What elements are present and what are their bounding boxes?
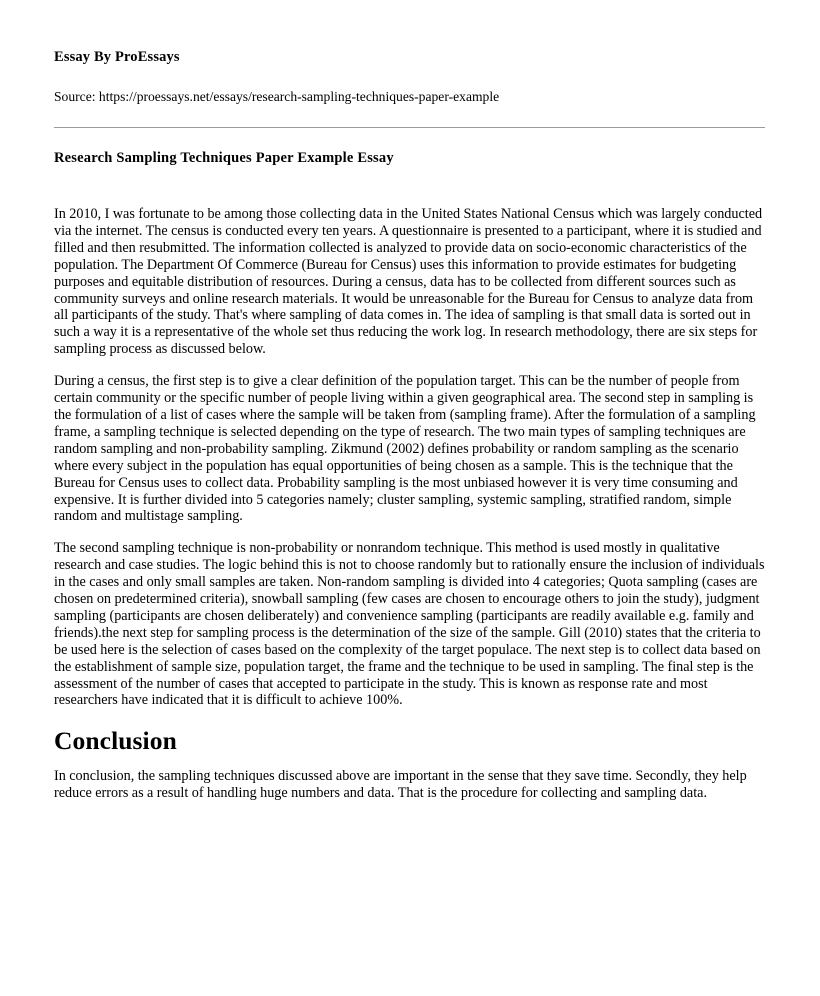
conclusion-paragraph-1: In conclusion, the sampling techniques discussed above are important in the sense that they save time. Secondly, they help reduce errors as a result of handling huge numbers and data. That is the procedure for collecting and sampling data. — [54, 768, 747, 802]
source-url-line[interactable]: Source: https://proessays.net/essays/research-sampling-techniques-paper-example — [54, 89, 500, 104]
body-paragraph-3: The second sampling technique is non-probability or nonrandom technique. This method is used mostly in qualitative research and case studies. The logic behind this is not to choose randomly but to rationally ensure the inclusion of individuals in the cases and only small samples are taken. Non-random sampling is divided into 4 categories; Quota sampling (cases are chosen on predetermined criteria), snowball sampling (few cases are chosen to encourage others to join the study), judgment sampling (participants are chosen deliberately) and convenience sampling (participants are readily available e.g. family and friends).the next step for sampling process is the determination of the size of the sample. Gill (2010) states that the criteria to be used here is the selection of cases based on the complexity of the target populace. The next step is to collect data based on the establishment of sample size, population target, the frame and the technique to be used in sampling. The final step is the assessment of the number of cases that accepted to participate in the study. This is known as response rate and most researchers have indicated that it is difficult to achieve 100%. — [54, 540, 765, 709]
body-paragraph-2: During a census, the first step is to give a clear definition of the population target. This can be the number of people from certain community or the specific number of people living within a given geographical area. The second step in sampling is the formulation of a list of cases where the sample will be taken from (sampling frame). After the formulation of a sampling frame, a sampling technique is selected depending on the type of research. The two main types of sampling techniques are random sampling and non-probability sampling. Zikmund (2002) defines probability or random sampling as the scenario where every subject in the population has equal opportunities of being chosen as a sample. This is the technique that the Bureau for Census uses to collect data. Probability sampling is the most unbiased however it is very time consuming and expensive. It is further divided into 5 categories namely; cluster sampling, systemic sampling, stratified random, simple random and multistage sampling. — [54, 373, 756, 525]
section-heading-conclusion: Conclusion — [54, 726, 177, 756]
page-title: Research Sampling Techniques Paper Example Essay — [54, 150, 394, 166]
site-name: Essay By ProEssays — [54, 49, 180, 65]
document-header — [54, 48, 765, 105]
body-paragraph-1: In 2010, I was fortunate to be among those collecting data in the United States National Census which was largely conducted via the internet. The census is conducted every ten years. A questionnaire is presented to a participant, where it is studied and filled and then resubmitted. The information collected is analyzed to provide data on socio-economic characteristics of the population. The Department Of Commerce (Bureau for Census) uses this information to provide estimates for budgeting purposes and equitable distribution of resources. During a census, data has to be collected from different sources such as community surveys and online research materials. It would be unreasonable for the Bureau for Census to analyze data from all participants of the study. That's where sampling of data comes in. The idea of sampling is that small data is sorted out in such a way it is a representative of the whole set thus reducing the work log. In research methodology, there are six steps for sampling process as discussed below. — [54, 206, 763, 358]
header-divider — [54, 127, 765, 128]
document-body — [54, 206, 766, 802]
